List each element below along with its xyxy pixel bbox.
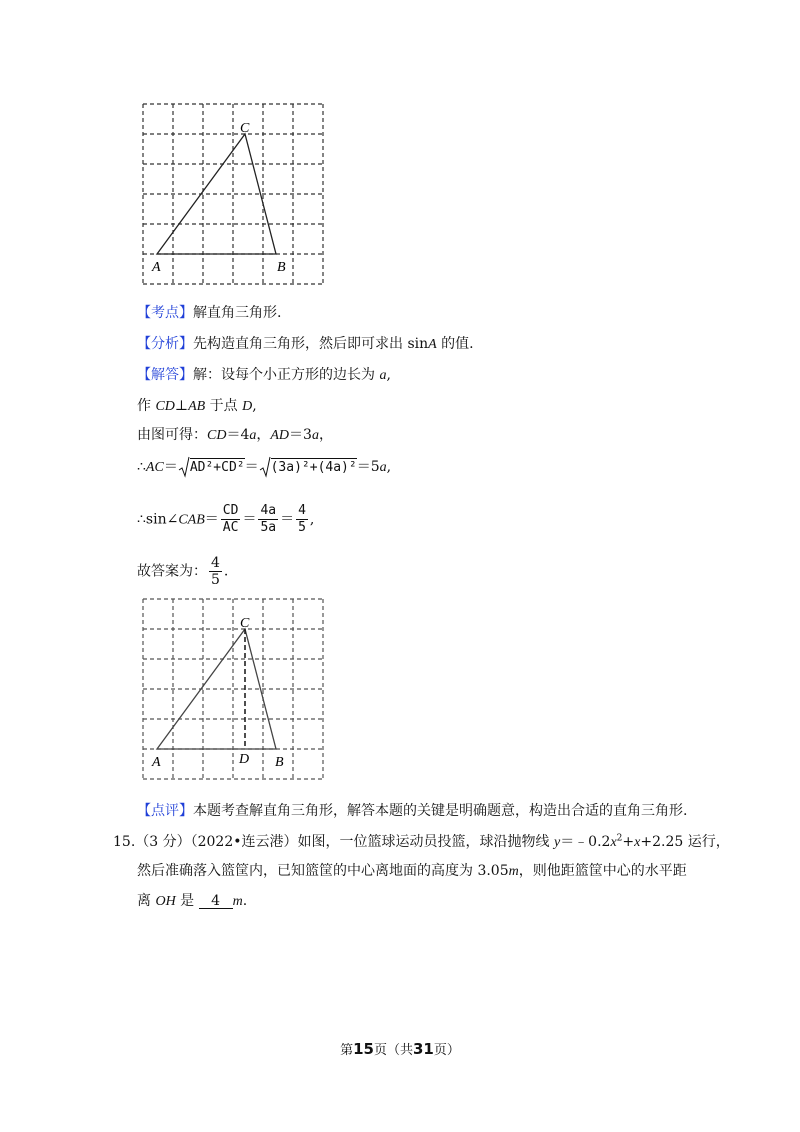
radicand-2: (3a)²+(4a)² xyxy=(270,460,357,475)
page-footer xyxy=(0,1039,800,1058)
question-number: 15. xyxy=(113,834,136,850)
answer-fraction xyxy=(209,555,222,588)
step2-sep: ， xyxy=(256,427,271,443)
jieda-tag: 【解答】 xyxy=(137,367,193,383)
q15-line3-mid: 是 xyxy=(175,893,199,909)
fraction-4a-5a xyxy=(258,503,278,536)
total-pages: 31 xyxy=(413,1040,434,1058)
q15-sup: 2 xyxy=(616,833,623,844)
label-a: A xyxy=(152,260,161,275)
page-number: 15 xyxy=(353,1040,374,1058)
fraction-denominator: AC xyxy=(222,520,239,535)
fraction-numerator: 4a xyxy=(260,503,277,518)
step2-ad: AD xyxy=(270,428,290,443)
answer-pre: 故答案为： xyxy=(137,563,207,580)
fenxi-text-post: 的值. xyxy=(436,336,474,352)
step3-post: , xyxy=(386,459,392,475)
radical-2 xyxy=(259,456,357,478)
label-c: C xyxy=(240,121,250,136)
fenxi-text: 先构造直角三角形，然后即可求出 sin xyxy=(193,336,429,352)
step2-line xyxy=(137,424,333,444)
q15-m2: m xyxy=(232,894,243,909)
q15-x2: x xyxy=(634,835,641,850)
answer-post: . xyxy=(223,563,229,580)
fraction-4-5 xyxy=(296,503,308,536)
step4-cab: CAB xyxy=(178,512,205,528)
step2-post: ， xyxy=(318,427,333,443)
step1-line xyxy=(137,395,257,415)
q15-line1-pre: （3 分）（2022•连云港）如图，一位篮球运动员投篮，球沿抛物线 xyxy=(135,834,554,850)
step2-cd: CD xyxy=(207,428,227,443)
step3-eq: ＝ xyxy=(163,459,178,475)
step2-a2: a xyxy=(311,428,319,443)
radical-sign-icon xyxy=(178,456,190,478)
therefore-symbol: ∴ xyxy=(137,459,146,475)
dianping-text: 本题考查解直角三角形，解答本题的关键是明确题意，构造出合适的直角三角形. xyxy=(193,803,688,819)
step4-line xyxy=(137,503,314,536)
jieda-text: 解：设每个小正方形的边长为 xyxy=(193,367,380,383)
fenxi-tag: 【分析】 xyxy=(137,336,193,352)
q15-x1: x xyxy=(610,835,617,850)
question-15-line-1 xyxy=(113,831,730,851)
fraction-denominator: 5 xyxy=(211,572,220,588)
step3-eq3: ＝5 xyxy=(356,459,380,475)
label-b: B xyxy=(277,260,286,275)
q15-line1-post: +2.25 运行， xyxy=(640,834,730,850)
step4-eq: ＝ xyxy=(204,511,219,528)
step3-eq2: ＝ xyxy=(244,459,259,475)
dianping-line xyxy=(137,800,687,820)
kaodian-tag: 【考点】 xyxy=(137,305,193,321)
step2-pre: 由图可得： xyxy=(137,427,207,443)
answer-line xyxy=(137,555,228,588)
kaodian-text: 解直角三角形. xyxy=(193,305,282,321)
fenxi-var: A xyxy=(428,337,437,352)
q15-y: y xyxy=(553,835,561,850)
step2-a1: a xyxy=(249,428,257,443)
radicand-1: AD²+CD² xyxy=(189,460,245,475)
jieda-var: a xyxy=(379,368,387,383)
step2-eq2: ＝3 xyxy=(289,427,312,443)
jieda-text-post: , xyxy=(386,367,391,383)
step3-line xyxy=(137,456,391,478)
fraction-denominator: 5 xyxy=(298,520,306,535)
label-a: A xyxy=(152,755,161,770)
q15-plus: + xyxy=(622,834,635,850)
label-c: C xyxy=(240,616,250,631)
question-15-line-3 xyxy=(137,890,247,910)
grid-figure-1 xyxy=(135,96,335,286)
fraction-numerator: 4 xyxy=(298,503,306,518)
footer-mid: 页（共 xyxy=(373,1043,413,1058)
label-b: B xyxy=(275,755,284,770)
step1-d: D xyxy=(242,399,253,414)
step1-cd: CD xyxy=(155,399,175,414)
step3-ac: AC xyxy=(145,460,164,475)
dianping-tag: 【点评】 xyxy=(137,803,193,819)
step1-post: , xyxy=(252,398,257,414)
step1-perp: ⊥ xyxy=(174,398,189,414)
q15-line3-post: . xyxy=(242,893,248,909)
question-15-line-2 xyxy=(137,860,687,880)
sin-angle-prefix: ∴sin∠ xyxy=(137,511,179,528)
step3-a: a xyxy=(379,460,387,475)
step2-eq1: ＝4 xyxy=(226,427,250,443)
step4-eq2: ＝ xyxy=(242,511,257,528)
q15-line2-pre: 然后准确落入篮筐内，已知篮筐的中心离地面的高度为 3.05 xyxy=(137,863,509,879)
jieda-line xyxy=(137,364,391,384)
step1-pre: 作 xyxy=(137,398,156,414)
q15-line3-pre: 离 xyxy=(137,893,156,909)
fraction-cd-ac xyxy=(221,503,241,536)
q15-line2-post: ，则他距篮筐中心的水平距 xyxy=(518,863,687,879)
footer-post: 页） xyxy=(433,1043,460,1058)
label-d: D xyxy=(239,752,250,767)
q15-m1: m xyxy=(508,864,519,879)
q15-eq: ＝﹣0.2 xyxy=(560,834,611,850)
radical-sign-icon xyxy=(259,456,271,478)
step4-post: , xyxy=(309,511,315,528)
fraction-numerator: 4 xyxy=(211,555,220,571)
fraction-denominator: 5a xyxy=(260,520,277,535)
grid-figure-2 xyxy=(135,591,335,781)
step4-eq3: ＝ xyxy=(280,511,295,528)
step1-ab: AB xyxy=(188,399,206,414)
footer-pre: 第 xyxy=(340,1043,354,1058)
fenxi-line xyxy=(137,333,474,353)
step1-mid: 于点 xyxy=(205,398,243,414)
answer-blank: 4 xyxy=(199,894,233,909)
fraction-numerator: CD xyxy=(222,503,239,518)
kaodian-line xyxy=(137,302,281,322)
q15-oh: OH xyxy=(155,894,176,909)
radical-1 xyxy=(178,456,245,478)
